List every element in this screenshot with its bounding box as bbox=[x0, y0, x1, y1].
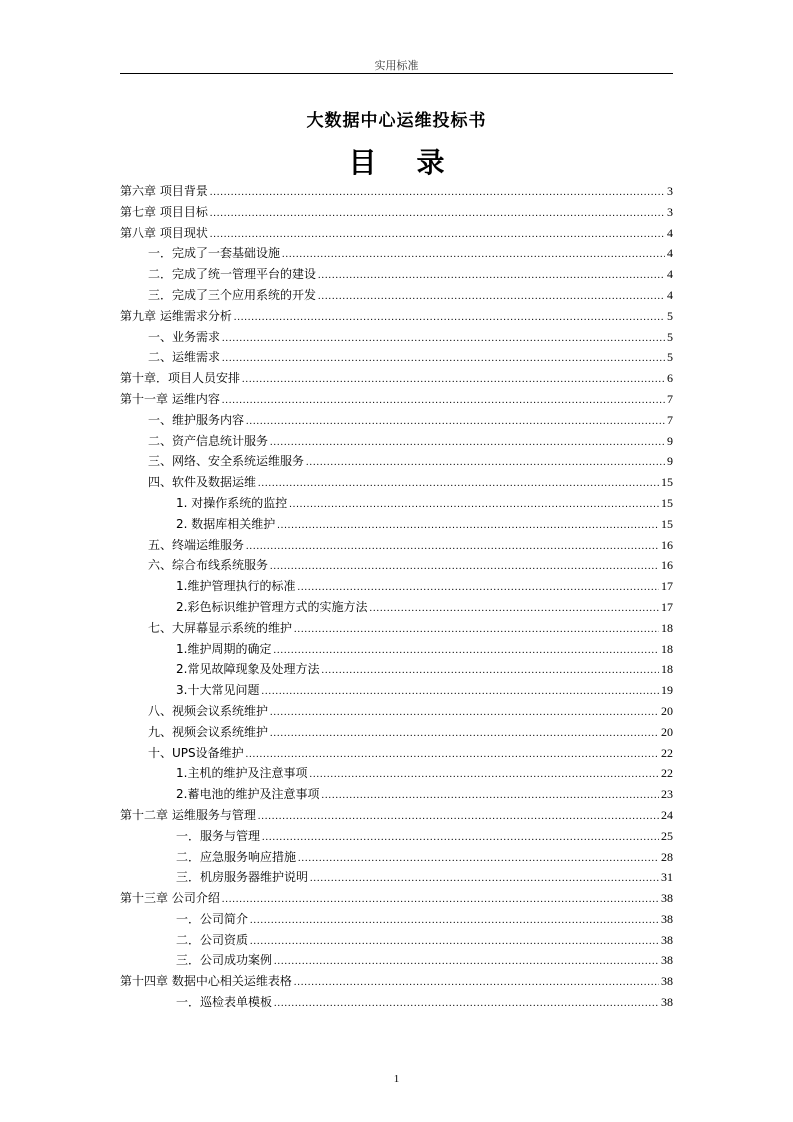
document-title: 大数据中心运维投标书 bbox=[306, 111, 487, 131]
toc-entry-page[interactable]: 4 bbox=[667, 246, 673, 261]
toc-entry[interactable] bbox=[120, 514, 673, 535]
toc-entry-page[interactable]: 38 bbox=[661, 995, 673, 1010]
toc-entry-page[interactable]: 19 bbox=[661, 683, 673, 698]
toc-entry-label[interactable]: 1. 对操作系统的监控 bbox=[176, 495, 288, 510]
toc-leader-dots bbox=[262, 828, 659, 849]
toc-entry-label[interactable]: 二．公司资质 bbox=[176, 932, 249, 947]
toc-entry-label[interactable]: 九、视频会议系统维护 bbox=[148, 724, 269, 739]
toc-leader-dots bbox=[270, 724, 659, 745]
toc-entry-label[interactable]: 一．公司简介 bbox=[176, 911, 249, 926]
toc-entry[interactable] bbox=[120, 722, 673, 743]
toc-leader-dots bbox=[242, 370, 665, 391]
toc-entry-label[interactable]: 三．完成了三个应用系统的开发 bbox=[148, 287, 317, 302]
toc-leader-dots bbox=[270, 433, 665, 454]
toc-leader-dots bbox=[270, 703, 659, 724]
toc-leader-dots bbox=[250, 911, 659, 932]
toc-leader-dots bbox=[310, 869, 659, 890]
toc-entry[interactable] bbox=[120, 597, 673, 618]
toc-entry[interactable] bbox=[120, 306, 673, 327]
toc-heading bbox=[0, 141, 793, 181]
toc-entry-page[interactable]: 38 bbox=[661, 953, 673, 968]
toc-entry-label[interactable]: 八、视频会议系统维护 bbox=[148, 703, 269, 718]
toc-entry[interactable] bbox=[120, 909, 673, 930]
toc-entry-page[interactable]: 20 bbox=[661, 703, 673, 718]
toc-entry-label[interactable]: 3.十大常见问题 bbox=[176, 683, 260, 698]
toc-entry-label[interactable]: 四、软件及数据运维 bbox=[148, 475, 257, 490]
toc-entry[interactable] bbox=[120, 285, 673, 306]
toc-leader-dots bbox=[222, 349, 665, 370]
toc-entry[interactable] bbox=[120, 847, 673, 868]
toc-entry-label[interactable]: 二、资产信息统计服务 bbox=[148, 433, 269, 448]
toc-entry[interactable] bbox=[120, 826, 673, 847]
toc-leader-dots bbox=[258, 474, 659, 495]
toc-entry-label[interactable]: 第十四章 数据中心相关运维表格 bbox=[120, 974, 292, 989]
toc-leader-dots bbox=[277, 516, 659, 537]
toc-entry-label[interactable]: 一．服务与管理 bbox=[176, 828, 261, 843]
toc-entry[interactable] bbox=[120, 639, 673, 660]
toc-entry[interactable] bbox=[120, 472, 673, 493]
toc-entry-label[interactable]: 2.常见故障现象及处理方法 bbox=[176, 662, 320, 677]
toc-entry[interactable] bbox=[120, 950, 673, 971]
toc-leader-dots bbox=[294, 620, 659, 641]
toc-leader-dots bbox=[282, 245, 665, 266]
toc-entry[interactable] bbox=[120, 805, 673, 826]
toc-entry[interactable] bbox=[120, 888, 673, 909]
table-of-contents bbox=[120, 181, 673, 1013]
toc-entry-label[interactable]: 1.维护管理执行的标准 bbox=[176, 579, 296, 594]
toc-entry-label[interactable]: 第九章 运维需求分析 bbox=[120, 308, 232, 323]
toc-leader-dots bbox=[250, 932, 659, 953]
toc-entry[interactable] bbox=[120, 576, 673, 597]
toc-entry-label[interactable]: 一．巡检表单模板 bbox=[176, 995, 273, 1010]
toc-entry-page[interactable]: 4 bbox=[667, 267, 673, 282]
toc-entry[interactable] bbox=[120, 535, 673, 556]
toc-entry[interactable] bbox=[120, 971, 673, 992]
toc-entry-label[interactable]: 第七章 项目目标 bbox=[120, 204, 208, 219]
toc-entry-page[interactable]: 3 bbox=[667, 204, 673, 219]
toc-entry-page[interactable]: 22 bbox=[661, 766, 673, 781]
running-header: 实用标准 bbox=[374, 59, 419, 72]
toc-entry-page[interactable]: 20 bbox=[661, 724, 673, 739]
toc-entry-page[interactable]: 7 bbox=[667, 412, 673, 427]
toc-entry[interactable] bbox=[120, 743, 673, 764]
toc-entry[interactable] bbox=[120, 867, 673, 888]
toc-entry-label[interactable]: 第十二章 运维服务与管理 bbox=[120, 807, 256, 822]
toc-leader-dots bbox=[274, 994, 659, 1015]
toc-leader-dots bbox=[246, 412, 665, 433]
toc-entry-page[interactable]: 5 bbox=[667, 350, 673, 365]
toc-leader-dots bbox=[246, 537, 659, 558]
toc-heading-part1: 目 bbox=[348, 146, 377, 179]
header-rule bbox=[120, 73, 673, 74]
toc-entry[interactable] bbox=[120, 410, 673, 431]
toc-entry-label[interactable]: 二．完成了统一管理平台的建设 bbox=[148, 267, 317, 282]
toc-entry-label[interactable]: 第十一章 运维内容 bbox=[120, 391, 220, 406]
toc-entry[interactable] bbox=[120, 784, 673, 805]
toc-entry-page[interactable]: 24 bbox=[661, 807, 673, 822]
toc-leader-dots bbox=[234, 308, 665, 329]
toc-entry-page[interactable]: 9 bbox=[667, 454, 673, 469]
toc-entry-label[interactable]: 二、运维需求 bbox=[148, 350, 221, 365]
toc-entry-page[interactable]: 3 bbox=[667, 184, 673, 198]
toc-entry-page[interactable]: 18 bbox=[661, 662, 673, 677]
toc-entry-label[interactable]: 六、综合布线系统服务 bbox=[148, 558, 269, 573]
toc-entry-label[interactable]: 第十三章 公司介绍 bbox=[120, 891, 220, 906]
toc-entry[interactable] bbox=[120, 701, 673, 722]
toc-leader-dots bbox=[309, 765, 659, 786]
toc-entry-page[interactable]: 31 bbox=[661, 870, 673, 885]
toc-entry-label[interactable]: 三．机房服务器维护说明 bbox=[176, 870, 309, 885]
toc-leader-dots bbox=[321, 786, 659, 807]
toc-entry-page[interactable]: 4 bbox=[667, 287, 673, 302]
toc-entry[interactable] bbox=[120, 389, 673, 410]
toc-entry-page[interactable]: 23 bbox=[661, 787, 673, 802]
toc-entry-page[interactable]: 38 bbox=[661, 891, 673, 906]
toc-leader-dots bbox=[210, 183, 665, 204]
toc-entry-page[interactable]: 38 bbox=[661, 932, 673, 947]
toc-entry-label[interactable]: 十、UPS设备维护 bbox=[148, 745, 244, 760]
toc-leader-dots bbox=[318, 266, 665, 287]
toc-entry[interactable] bbox=[120, 368, 673, 389]
toc-entry-page[interactable]: 28 bbox=[661, 849, 673, 864]
toc-entry[interactable] bbox=[120, 243, 673, 264]
toc-leader-dots bbox=[246, 745, 659, 766]
toc-entry-page[interactable]: 16 bbox=[661, 537, 673, 552]
toc-entry[interactable] bbox=[120, 223, 673, 244]
toc-entry[interactable] bbox=[120, 763, 673, 784]
toc-entry-label[interactable]: 2.彩色标识维护管理方式的实施方法 bbox=[176, 599, 368, 614]
toc-entry-label[interactable]: 2. 数据库相关维护 bbox=[176, 516, 276, 531]
toc-leader-dots bbox=[294, 973, 659, 994]
toc-leader-dots bbox=[369, 599, 659, 620]
toc-entry-page[interactable]: 4 bbox=[667, 225, 673, 240]
toc-entry-page[interactable]: 16 bbox=[661, 558, 673, 573]
toc-entry-page[interactable]: 5 bbox=[667, 329, 673, 344]
toc-leader-dots bbox=[306, 453, 665, 474]
toc-entry[interactable] bbox=[120, 618, 673, 639]
toc-entry[interactable] bbox=[120, 181, 673, 202]
toc-entry[interactable] bbox=[120, 451, 673, 472]
toc-entry[interactable] bbox=[120, 431, 673, 452]
toc-entry-label[interactable]: 第八章 项目现状 bbox=[120, 225, 208, 240]
toc-entry-page[interactable]: 38 bbox=[661, 974, 673, 989]
toc-entry-label[interactable]: 1.主机的维护及注意事项 bbox=[176, 766, 308, 781]
toc-leader-dots bbox=[289, 495, 659, 516]
toc-entry-label[interactable]: 三．公司成功案例 bbox=[176, 953, 273, 968]
toc-entry-label[interactable]: 2.蓄电池的维护及注意事项 bbox=[176, 787, 320, 802]
toc-leader-dots bbox=[222, 391, 665, 412]
toc-entry[interactable] bbox=[120, 347, 673, 368]
toc-entry[interactable] bbox=[120, 264, 673, 285]
toc-entry-page[interactable]: 5 bbox=[667, 308, 673, 323]
toc-entry-page[interactable]: 9 bbox=[667, 433, 673, 448]
toc-entry-page[interactable]: 7 bbox=[667, 391, 673, 406]
toc-leader-dots bbox=[274, 952, 659, 973]
toc-heading-part2: 录 bbox=[416, 146, 445, 179]
toc-entry-page[interactable]: 17 bbox=[661, 579, 673, 594]
toc-entry-page[interactable]: 25 bbox=[661, 828, 673, 843]
toc-entry-page[interactable]: 18 bbox=[661, 620, 673, 635]
toc-entry-label[interactable]: 一．完成了一套基础设施 bbox=[148, 246, 281, 261]
toc-leader-dots bbox=[270, 557, 659, 578]
toc-entry[interactable] bbox=[120, 659, 673, 680]
toc-leader-dots bbox=[222, 329, 665, 350]
toc-leader-dots bbox=[321, 661, 659, 682]
toc-entry-label[interactable]: 一、维护服务内容 bbox=[148, 412, 245, 427]
toc-entry[interactable] bbox=[120, 680, 673, 701]
toc-leader-dots bbox=[258, 807, 659, 828]
toc-entry-page[interactable]: 15 bbox=[661, 495, 673, 510]
toc-entry-label[interactable]: 二．应急服务响应措施 bbox=[176, 849, 297, 864]
toc-entry-label[interactable]: 一、业务需求 bbox=[148, 329, 221, 344]
toc-entry-page[interactable]: 38 bbox=[661, 911, 673, 926]
toc-entry[interactable] bbox=[120, 493, 673, 514]
toc-entry-label[interactable]: 七、大屏幕显示系统的维护 bbox=[148, 620, 293, 635]
toc-entry-page[interactable]: 17 bbox=[661, 599, 673, 614]
toc-entry[interactable] bbox=[120, 930, 673, 951]
toc-leader-dots bbox=[222, 890, 659, 911]
toc-entry-page[interactable]: 15 bbox=[661, 475, 673, 490]
page-number: 1 bbox=[393, 1073, 400, 1085]
toc-leader-dots bbox=[273, 641, 659, 662]
toc-entry[interactable] bbox=[120, 327, 673, 348]
toc-entry-label[interactable]: 五、终端运维服务 bbox=[148, 537, 245, 552]
toc-entry-page[interactable]: 15 bbox=[661, 516, 673, 531]
toc-entry-page[interactable]: 6 bbox=[667, 371, 673, 386]
toc-leader-dots bbox=[210, 225, 665, 246]
toc-leader-dots bbox=[261, 682, 659, 703]
toc-leader-dots bbox=[210, 204, 665, 225]
toc-entry-label[interactable]: 1.维护周期的确定 bbox=[176, 641, 272, 656]
toc-entry[interactable] bbox=[120, 202, 673, 223]
toc-entry-page[interactable]: 22 bbox=[661, 745, 673, 760]
toc-entry[interactable] bbox=[120, 555, 673, 576]
toc-entry-label[interactable]: 第六章 项目背景 bbox=[120, 184, 208, 198]
toc-entry-label[interactable]: 第十章．项目人员安排 bbox=[120, 371, 241, 386]
toc-entry-page[interactable]: 18 bbox=[661, 641, 673, 656]
toc-entry-label[interactable]: 三、网络、安全系统运维服务 bbox=[148, 454, 305, 469]
toc-entry[interactable] bbox=[120, 992, 673, 1013]
toc-leader-dots bbox=[297, 578, 659, 599]
toc-leader-dots bbox=[318, 287, 665, 308]
toc-leader-dots bbox=[298, 849, 659, 870]
